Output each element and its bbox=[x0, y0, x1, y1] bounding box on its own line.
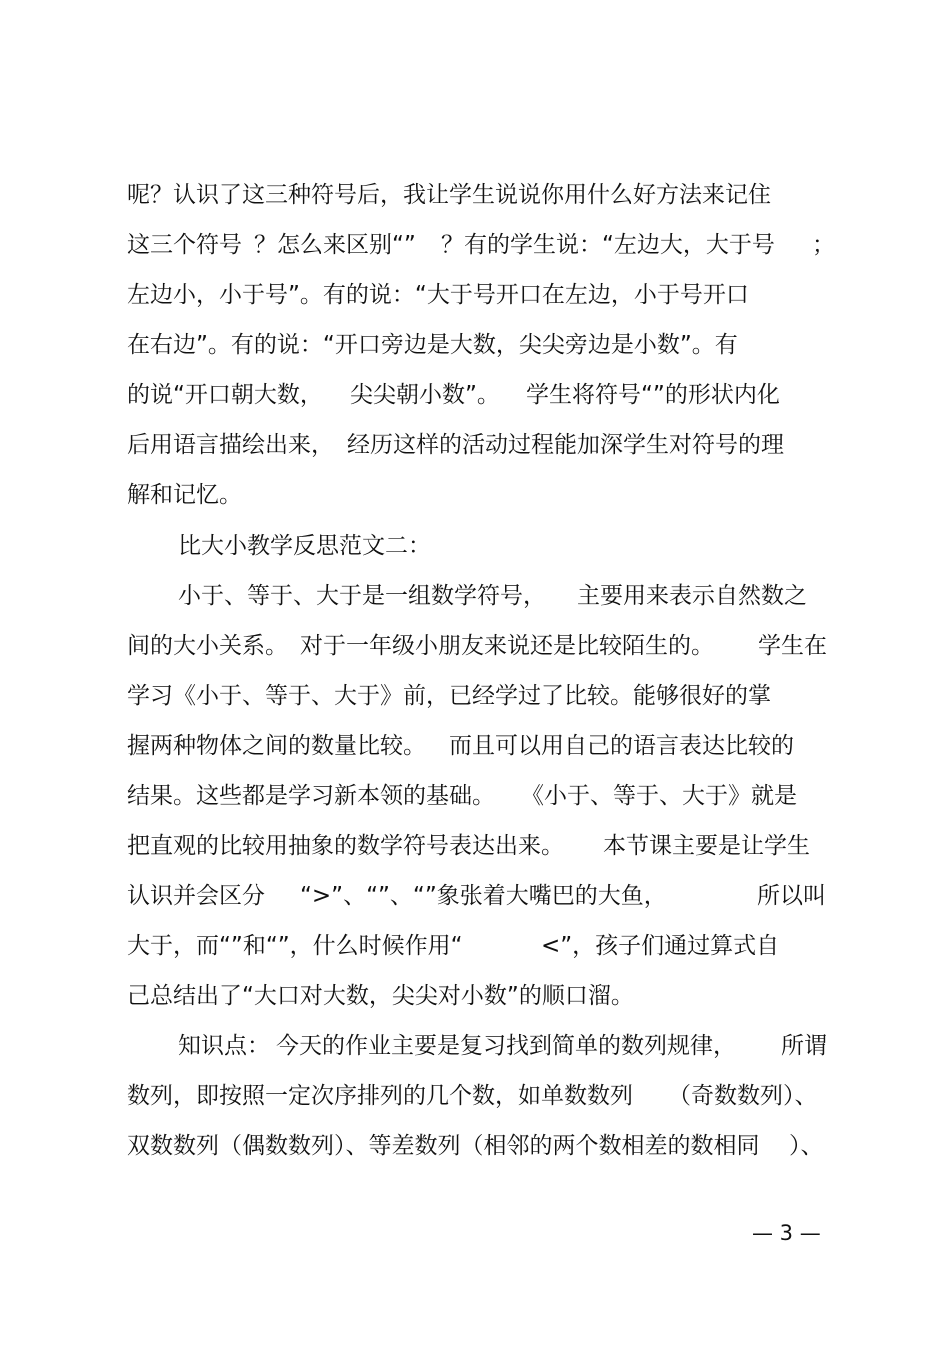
text-segment: （奇数数列）、 bbox=[668, 1083, 818, 1109]
text-line bbox=[0, 275, 950, 315]
text-segment: 对于一年级小朋友来说还是比较陌生的。 bbox=[300, 633, 714, 659]
text-segment: 所谓 bbox=[781, 1033, 827, 1059]
text-segment: 经历这样的活动过程能加深学生对符号的理 bbox=[347, 432, 784, 458]
text-segment: 左边小，小于号”。有的说：“大于号开口在左边，小于号开口 bbox=[127, 282, 749, 308]
text-segment: 大于，而“”和“”，什么时候作用“ bbox=[127, 933, 463, 959]
text-segment: “>”、“”、“”象张着大嘴巴的大鱼， bbox=[300, 883, 667, 909]
text-line bbox=[0, 325, 950, 365]
text-segment: 双数数列（偶数数列）、等差数列（相邻的两个数相差的数相同 bbox=[127, 1133, 760, 1159]
text-line bbox=[0, 1126, 950, 1166]
text-line bbox=[0, 576, 950, 616]
text-segment: 解和记忆。 bbox=[127, 482, 242, 508]
text-segment: 《小于、等于、大于》就是 bbox=[521, 783, 797, 809]
section-heading bbox=[0, 526, 950, 566]
text-line bbox=[0, 676, 950, 716]
text-segment: 认识并会区分 bbox=[127, 883, 265, 909]
text-line bbox=[0, 776, 950, 816]
text-segment: 知识点： bbox=[178, 1033, 270, 1059]
text-segment: 后用语言描绘出来， bbox=[127, 432, 334, 458]
text-segment: 而且可以用自己的语言表达比较的 bbox=[449, 733, 794, 759]
text-line bbox=[0, 726, 950, 766]
text-segment: 把直观的比较用抽象的数学符号表达出来。 bbox=[127, 833, 564, 859]
text-segment: ？怎么来区别“” bbox=[254, 232, 416, 258]
page-number: — 3 — bbox=[752, 1221, 821, 1245]
text-segment: 尖尖朝小数”。 bbox=[350, 382, 500, 408]
text-segment: 学习《小于、等于、大于》前，已经学过了比较。能够很好的掌 bbox=[127, 683, 771, 709]
text-segment: 在右边”。有的说：“开口旁边是大数，尖尖旁边是小数”。有 bbox=[127, 332, 738, 358]
text-line bbox=[0, 225, 950, 265]
text-line bbox=[0, 425, 950, 465]
text-line bbox=[0, 876, 950, 916]
text-segment: 己总结出了“大口对大数，尖尖对小数”的顺口溜。 bbox=[127, 983, 634, 1009]
text-segment: 学生将符号“”的形状内化 bbox=[526, 382, 780, 408]
text-segment: 学生在 bbox=[758, 633, 827, 659]
text-line bbox=[0, 976, 950, 1016]
text-segment: 数列，即按照一定次序排列的几个数，如单数数列 bbox=[127, 1083, 633, 1109]
text-segment: 这三个符号 bbox=[127, 232, 242, 258]
text-line bbox=[0, 1076, 950, 1116]
text-segment: ）、 bbox=[789, 1133, 824, 1159]
text-line bbox=[0, 826, 950, 866]
text-segment: <”，孩子们通过算式自 bbox=[541, 933, 780, 959]
text-line bbox=[0, 1026, 950, 1066]
text-segment: 的说“开口朝大数， bbox=[127, 382, 323, 408]
text-segment: 呢？认识了这三种符号后，我让学生说说你用什么好方法来记住 bbox=[127, 182, 771, 208]
text-segment: 小于、等于、大于是一组数学符号， bbox=[178, 583, 546, 609]
text-segment: 所以叫 bbox=[757, 883, 826, 909]
text-line bbox=[0, 926, 950, 966]
text-line bbox=[0, 375, 950, 415]
text-segment: 主要用来表示自然数之 bbox=[577, 583, 807, 609]
text-line bbox=[0, 626, 950, 666]
text-segment: 握两种物体之间的数量比较。 bbox=[127, 733, 426, 759]
text-segment: ？有的学生说：“左边大，大于号 bbox=[441, 232, 775, 258]
text-segment: 比大小教学反思范文二： bbox=[178, 533, 431, 559]
text-segment: 今天的作业主要是复习找到简单的数列规律， bbox=[276, 1033, 736, 1059]
text-segment: 结果。这些都是学习新本领的基础。 bbox=[127, 783, 495, 809]
text-segment: 间的大小关系。 bbox=[127, 633, 288, 659]
text-segment: ； bbox=[812, 232, 835, 258]
text-line bbox=[0, 175, 950, 215]
text-segment: 本节课主要是让学生 bbox=[603, 833, 810, 859]
text-line bbox=[0, 475, 950, 515]
